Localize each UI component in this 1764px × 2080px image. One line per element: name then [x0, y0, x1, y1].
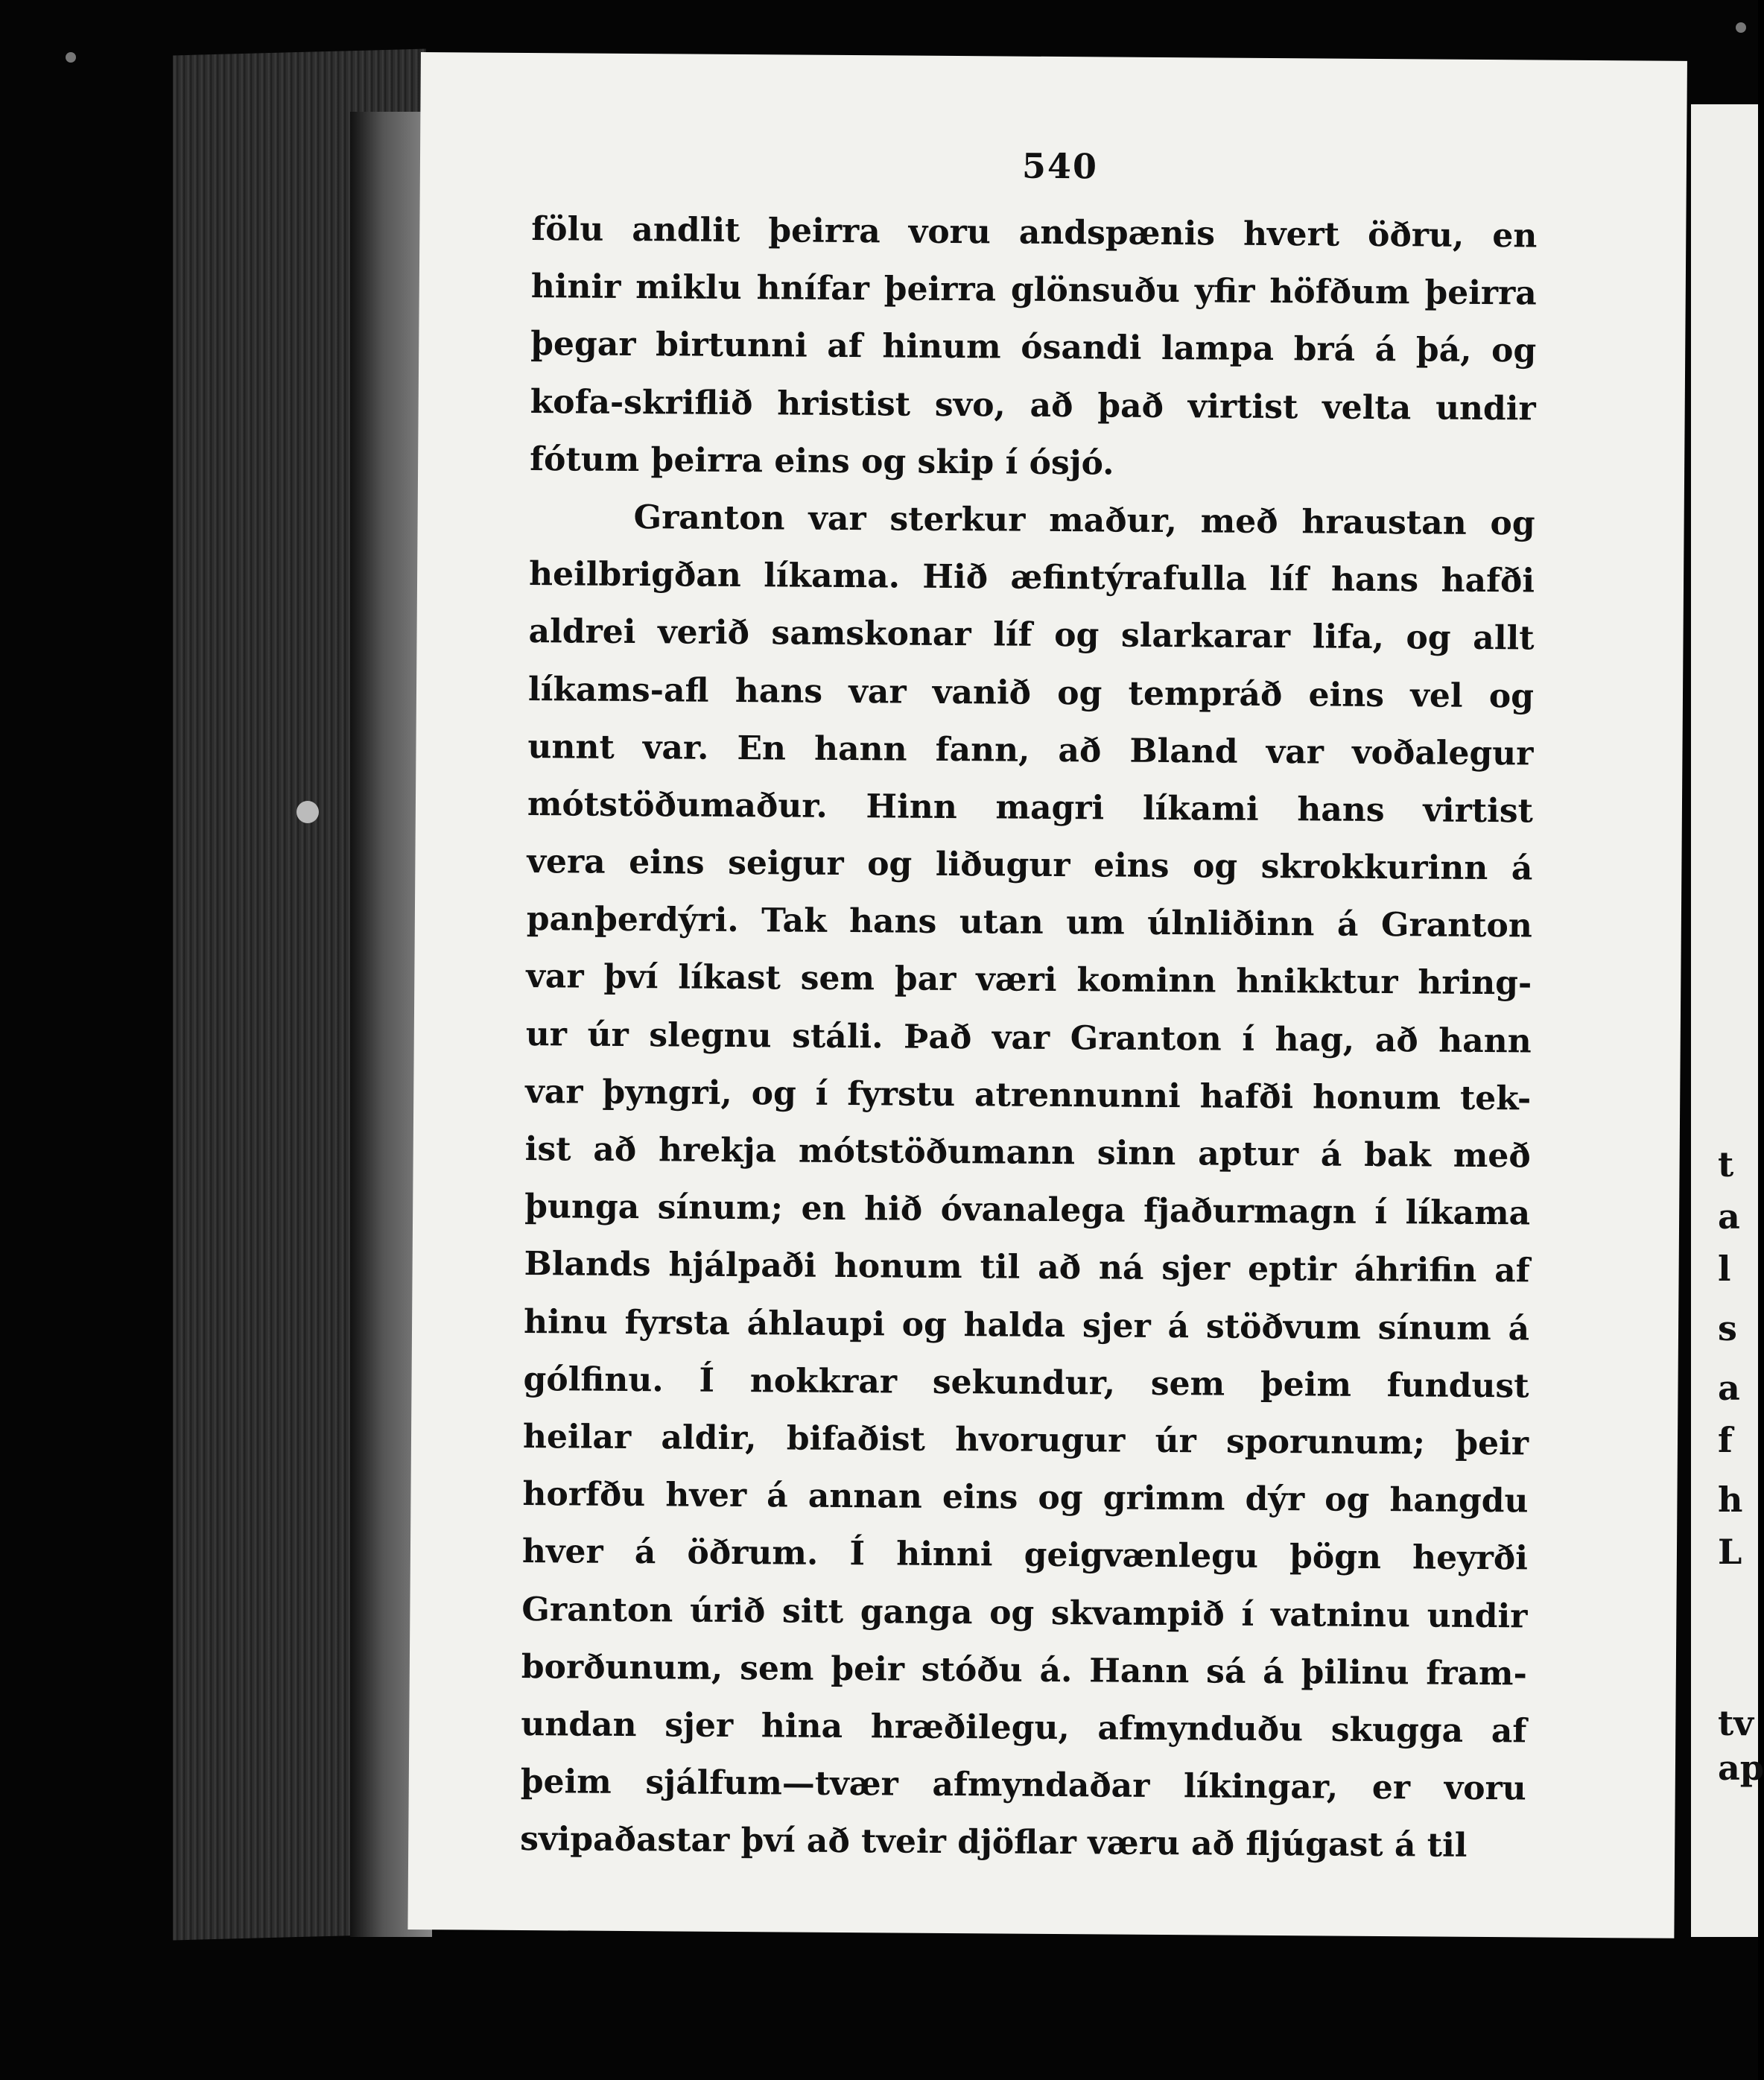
text-line: Blands hjálpaði honum til að ná sjer eptir áhrifin af — [524, 1245, 1530, 1290]
text-line: panþerdýri. Tak hans utan um úlnliðinn á Granton — [526, 900, 1533, 945]
text-line: þeim sjálfum—tvær afmyndaðar líkingar, er voru — [520, 1763, 1526, 1808]
scan-speck — [296, 801, 319, 823]
adjacent-page-fragment: L — [1718, 1532, 1742, 1572]
adjacent-page-fragment: l — [1718, 1249, 1731, 1289]
adjacent-page-fragment: f — [1718, 1420, 1733, 1460]
scan-speck — [1736, 22, 1746, 33]
text-line: vera eins seigur og liðugur eins og skrokkurinn á — [527, 843, 1533, 888]
text-line: var þyngri, og í fyrstu atrennunni hafði honum tek- — [525, 1072, 1532, 1118]
adjacent-page-fragment: tv — [1718, 1703, 1754, 1743]
page-text — [520, 210, 1538, 1888]
text-line: fótum þeirra eins og skip í ósjó. — [530, 440, 1114, 483]
text-line: ist að hrekja mótstöðumann sinn aptur á bak með — [524, 1130, 1531, 1176]
text-line: fölu andlit þeirra voru andspænis hvert öðru, en — [531, 210, 1538, 256]
text-line: Granton var sterkur maður, með hraustan og — [633, 498, 1535, 543]
text-line: kofa-skriflið hristist svo, að það virtist velta undir — [530, 382, 1536, 428]
text-line: undan sjer hina hræðilegu, afmynduðu skugga af — [521, 1705, 1527, 1751]
adjacent-page-fragment: ap — [1718, 1748, 1764, 1788]
text-line: aldrei verið samskonar líf og slarkarar lifa, og allt — [528, 612, 1535, 658]
page-number: 540 — [1021, 145, 1099, 187]
text-line: heilbrigðan líkama. Hið æfintýrafulla líf hans hafði — [528, 555, 1535, 600]
text-line: gólfinu. Í nokkrar sekundur, sem þeim fundust — [523, 1360, 1529, 1406]
text-line: hver á öðrum. Í hinni geigvænlegu þögn heyrði — [521, 1532, 1529, 1578]
text-line: horfðu hver á annan eins og grimm dýr og hangdu — [522, 1475, 1529, 1521]
adjacent-page-fragment: t — [1718, 1144, 1734, 1185]
adjacent-page — [1691, 104, 1758, 1937]
adjacent-page-fragment: h — [1718, 1480, 1743, 1520]
adjacent-page-fragment: a — [1718, 1368, 1740, 1408]
text-line: svipaðastar því að tveir djöflar væru að fljúgast á til — [520, 1820, 1468, 1865]
text-line: þunga sínum; en hið óvanalega fjaðurmagn í líkama — [524, 1188, 1531, 1233]
text-line: líkams-afl hans var vanið og tempráð eins vel og — [527, 670, 1535, 715]
text-line: mótstöðumaður. Hinn magri líkami hans virtist — [527, 784, 1534, 831]
text-line: heilar aldir, bifaðist hvorugur úr sporunum; þeir — [522, 1417, 1529, 1463]
book-page — [407, 52, 1687, 1938]
text-line: þegar birtunni af hinum ósandi lampa brá á þá, og — [530, 325, 1537, 370]
text-line: hinir miklu hnífar þeirra glönsuðu yfir höfðum þeirra — [530, 267, 1537, 313]
text-line: var því líkast sem þar væri kominn hnikktur hring- — [526, 957, 1532, 1003]
adjacent-page-fragment: s — [1718, 1308, 1737, 1348]
scan-speck — [66, 52, 76, 63]
text-line: borðunum, sem þeir stóðu á. Hann sá á þilinu fram- — [521, 1647, 1528, 1693]
adjacent-page-fragment: a — [1718, 1196, 1740, 1237]
text-line: unnt var. En hann fann, að Bland var voðalegur — [527, 727, 1534, 773]
text-line: hinu fyrsta áhlaupi og halda sjer á stöðvum sínum á — [523, 1302, 1530, 1348]
text-line: Granton úrið sitt ganga og skvampið í vatninu undir — [521, 1590, 1528, 1635]
text-line: ur úr slegnu stáli. Það var Granton í hag, að hann — [525, 1015, 1532, 1061]
